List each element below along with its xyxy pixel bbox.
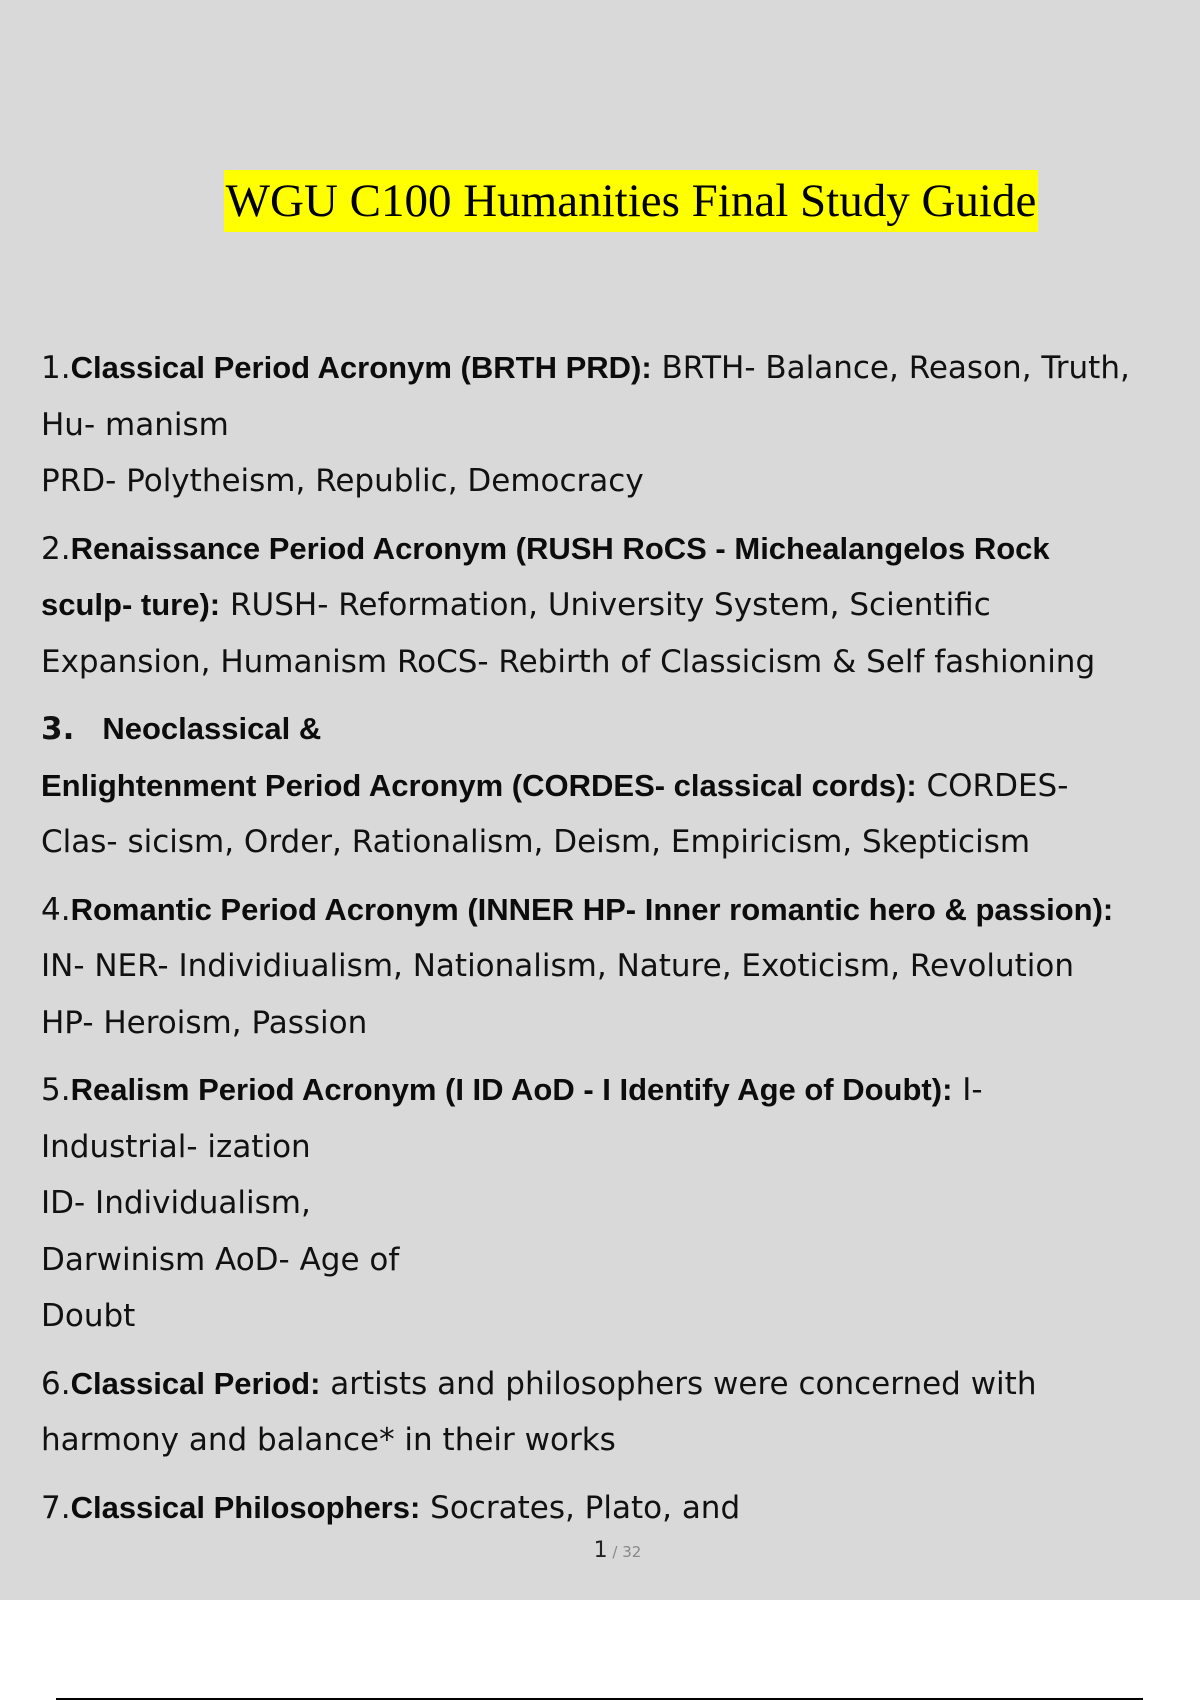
list-item-line: Hu- manism bbox=[41, 406, 229, 443]
list-item-line: Industrial- ization bbox=[41, 1128, 311, 1165]
item-term: Classical Philosophers: bbox=[70, 1489, 421, 1525]
list-item bbox=[41, 1062, 1196, 1345]
item-term: sculp- ture): bbox=[41, 587, 221, 622]
item-term: Romantic Period Acronym (INNER HP- Inner romantic hero & passion): bbox=[70, 891, 1114, 927]
list-item-line: PRD- Polytheism, Republic, Democracy bbox=[41, 463, 644, 499]
page-number-current: 1 bbox=[593, 1538, 608, 1563]
document-title: WGU C100 Humanities Final Study Guide bbox=[224, 170, 1039, 232]
item-text: CORDES- bbox=[916, 767, 1069, 804]
item-number: 4. bbox=[41, 891, 71, 928]
list-item bbox=[41, 701, 1196, 871]
item-term: Renaissance Period Acronym (RUSH RoCS - Michealangelos Rock bbox=[70, 530, 1050, 566]
page-number-total: / 32 bbox=[607, 1543, 642, 1561]
list-item bbox=[41, 340, 1196, 510]
list-item-line bbox=[41, 1356, 1196, 1413]
item-number: 5. bbox=[41, 1072, 71, 1108]
list-item-line: Darwinism AoD- Age of bbox=[41, 1241, 400, 1278]
item-text: RUSH- Reformation, University System, Scientific bbox=[220, 587, 991, 623]
title-container bbox=[0, 170, 1200, 232]
item-number: 3. bbox=[41, 711, 75, 747]
list-item-line: IN- NER- Individiualism, Nationalism, Nature, Exoticism, Revolution bbox=[41, 948, 1075, 984]
list-item bbox=[41, 882, 1196, 1052]
list-item-line bbox=[41, 1062, 1196, 1119]
list-item-line: harmony and balance* in their works bbox=[41, 1422, 616, 1458]
item-term: Classical Period: bbox=[70, 1365, 321, 1401]
item-term: Enlightenment Period Acronym (CORDES- classical cords): bbox=[41, 767, 917, 803]
list-item-line: HP- Heroism, Passion bbox=[41, 1004, 368, 1041]
item-text: artists and philosophers were concerned with bbox=[320, 1365, 1037, 1402]
item-text: Socrates, Plato, and bbox=[420, 1489, 741, 1526]
item-term: Classical Period Acronym (BRTH PRD): bbox=[70, 350, 652, 385]
item-number: 7. bbox=[41, 1489, 71, 1526]
list-item-line: Expansion, Humanism RoCS- Rebirth of Classicism & Self fashioning bbox=[41, 643, 1096, 680]
list-item-line bbox=[41, 340, 1196, 397]
item-text: I- bbox=[952, 1072, 983, 1108]
item-number: 6. bbox=[41, 1365, 71, 1402]
study-guide-list bbox=[41, 340, 1196, 1547]
list-item-line bbox=[41, 758, 1196, 815]
list-item-line bbox=[41, 521, 1196, 578]
list-item-line: Doubt bbox=[41, 1298, 136, 1334]
list-item-line bbox=[41, 577, 1196, 634]
list-item-line bbox=[41, 701, 1196, 758]
list-item-line bbox=[41, 882, 1196, 939]
list-item bbox=[41, 1356, 1196, 1469]
list-item-line bbox=[41, 1480, 1196, 1537]
list-item bbox=[41, 521, 1196, 691]
item-number: 1. bbox=[41, 350, 71, 386]
list-item bbox=[41, 1480, 1196, 1537]
list-item-line: Clas- sicism, Order, Rationalism, Deism, Empiricism, Skepticism bbox=[41, 824, 1031, 860]
item-number: 2. bbox=[41, 530, 71, 567]
item-term: Realism Period Acronym (I ID AoD - I Identify Age of Doubt): bbox=[70, 1072, 953, 1107]
item-term: Neoclassical & bbox=[102, 711, 322, 746]
item-text: BRTH- Balance, Reason, Truth, bbox=[651, 350, 1130, 386]
page-number bbox=[0, 1538, 1200, 1563]
list-item-line: ID- Individualism, bbox=[41, 1185, 311, 1221]
